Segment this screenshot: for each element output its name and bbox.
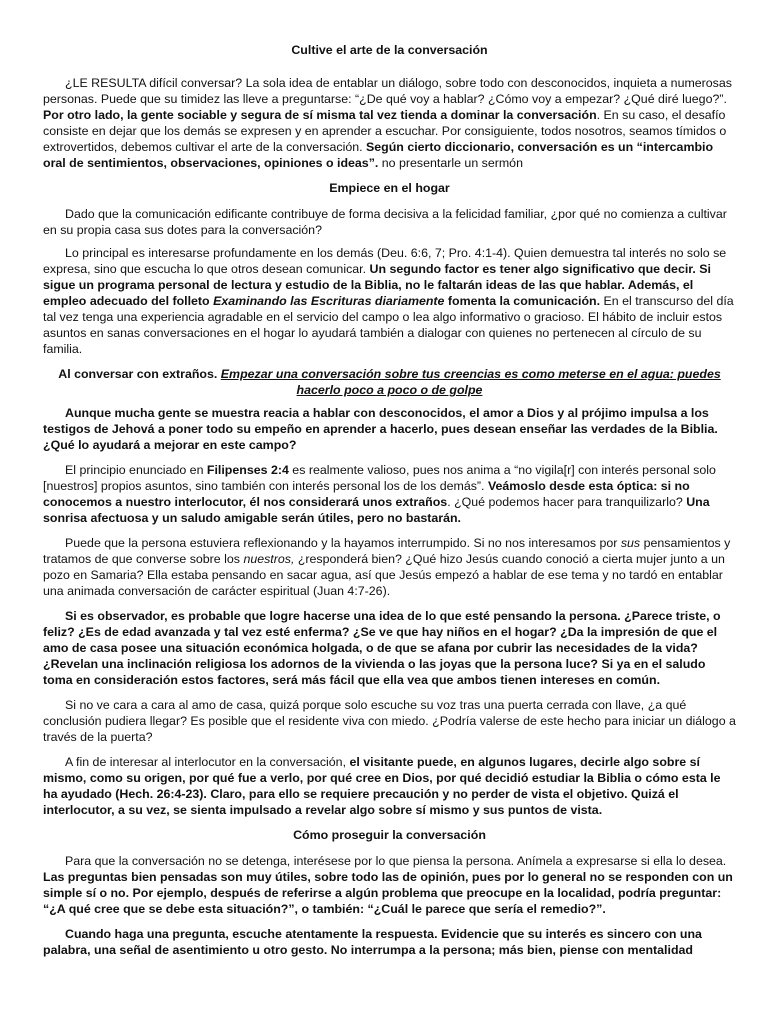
text-run: ¿responderá bien? ¿Qué hizo Jesús cuando conoció a cierta mujer junto a un pozo en Samaria? Ella estaba pensando en sacar agua, así que Jesús empezó a hablar de ese tema y no tardó en entablar una animada conversación de carácter espiritual (Juan 4:7-26). [43, 552, 725, 598]
paragraph-extranos-1 [43, 405, 736, 453]
paragraph-hogar-1 [43, 206, 736, 238]
text-run: pensamientos y tratamos de que converse sobre los [43, 536, 731, 566]
text-run: Dado que la comunicación edificante contribuye de forma decisiva a la felicidad familiar, ¿por qué no comienza a cultivar en su propia casa sus dotes para la conversación? [43, 207, 727, 237]
text-run: nuestros, [243, 552, 295, 566]
text-run: Por otro lado, la gente sociable y segura de sí misma tal vez tienda a dominar la conversación [43, 108, 597, 122]
text-run: sus [620, 536, 641, 550]
paragraph-extranos-4 [43, 608, 736, 688]
text-run: El principio enunciado en [65, 463, 207, 477]
text-run: Examinando las Escrituras diariamente [213, 294, 445, 308]
text-run: Las preguntas bien pensadas son muy útiles, sobre todo las de opinión, pues por lo general no se responden con un simple sí o no. Por ejemplo, después de referirse a algún problema que preocupe en la localidad, podría preguntar: “¿A qué cree que se debe esta situación?”, o también: “¿Cuál le parece que sería el remedio?”. [43, 870, 733, 916]
text-run: no presentarle un sermón [378, 156, 523, 170]
text-run: Según cierto diccionario, conversación es un “intercambio oral de sentimientos, observaciones, opiniones o ideas”. [43, 140, 714, 170]
text-run: Filipenses 2:4 [206, 463, 289, 477]
text-run: es realmente valioso, pues nos anima a “no vigila[r] con interés personal solo [nuestros] propios asuntos, sino también con interés personal los de los demás”. [43, 463, 716, 493]
paragraph-hogar-2 [43, 245, 736, 357]
section-heading-hogar: Empiece en el hogar [329, 181, 450, 195]
text-run: Al conversar con extraños. [58, 367, 221, 381]
text-run: A fin de interesar al interlocutor en la conversación, [65, 755, 350, 769]
text-run: Empezar una conversación sobre tus creencias es como meterse en el agua: puedes hacerlo poco a poco o de golpe [220, 367, 721, 397]
text-run: Lo principal es interesarse profundamente en los demás (Deu. 6:6, 7; Pro. 4:1-4). Quien demuestra tal interés no solo se expresa, sino que escucha lo que otros desean comunicar. [43, 246, 727, 276]
text-run: Un segundo factor es tener algo significativo que decir. Si sigue un programa personal de lectura y estudio de la Biblia, no le faltarán ideas de las que hablar. Además, el empleo adecuado del folleto [43, 262, 712, 308]
paragraph-extranos-5 [43, 697, 736, 745]
text-run: Si es observador, es probable que logre hacerse una idea de lo que esté pensando la persona. ¿Parece triste, o feliz? ¿Es de edad avanzada y tal vez esté enferma? ¿Se ve que hay niños en el hogar? ¿Da la impresión de que el amo de casa posee una situación económica holgada, o de que se afana por cubrir las necesidades de la vida? ¿Revelan una inclinación religiosa los adornos de la vivienda o las joyas que la persona luce? Si ya en el saludo toma en consideración estos factores, será más fácil que ella vea que ambos tienen intereses en común. [43, 609, 721, 687]
text-run: fomenta la comunicación. [444, 294, 601, 308]
text-run: Puede que la persona estuviera reflexionando y la hayamos interrumpido. Si no nos interesamos por [65, 536, 621, 550]
text-run: . En su caso, el desafío consiste en dejar que los demás se expresen y en aprender a escuchar. Por consiguiente, todos nosotros, seamos tímidos o extrovertidos, debemos cultivar el arte de la conversación. [43, 108, 727, 154]
paragraph-proseguir-2 [43, 926, 736, 958]
text-run: el visitante puede, en algunos lugares, decirle algo sobre sí mismo, como su origen, por qué fue a verlo, por qué cree en Dios, por qué decidió estudiar la Biblia o cómo esta le ha ayudado (Hech. 26:4-23). Claro, para ello se requiere precaución y no perder de vista el objetivo. Quizá el interlocutor, a su vez, se sienta impulsado a revelar algo sobre sí mismo y sus puntos de vista. [43, 755, 721, 817]
text-run: Aunque mucha gente se muestra reacia a hablar con desconocidos, el amor a Dios y al prójimo impulsa a los testigos de Jehová a poner todo su empeño en aprender a hacerlo, pues desean enseñar las verdades de la Biblia. ¿Qué lo ayudará a mejorar en este campo? [43, 406, 718, 452]
text-run: Veámoslo desde esta óptica: si no conocemos a nuestro interlocutor, él nos considerará unos extraños [43, 479, 690, 509]
paragraph-proseguir-1 [43, 853, 736, 917]
text-run: Cuando haga una pregunta, escuche atentamente la respuesta. Evidencie que su interés es sincero con una palabra, una señal de asentimiento u otro gesto. No interrumpa a la persona; más bien, piense con mentalidad [43, 927, 702, 957]
text-run: . ¿Qué podemos hacer para tranquilizarlo? [447, 495, 687, 509]
text-run: Si no ve cara a cara al amo de casa, quizá porque solo escuche su voz tras una puerta cerrada con llave, ¿a qué conclusión pudiera llegar? Es posible que el residente viva con miedo. ¿Podría valerse de este hecho para iniciar un diálogo a través de la puerta? [43, 698, 736, 744]
paragraph-intro [43, 75, 736, 171]
section-heading-proseguir: Cómo proseguir la conversación [293, 828, 486, 842]
text-run: En el transcurso del día tal vez tenga una experiencia agradable en el servicio del campo o lea algo informativo o gracioso. El hábito de incluir estos asuntos en sanas conversaciones en el hogar lo ayudará también a dialogar con quienes no pertenecen al círculo de su familia. [43, 294, 734, 356]
paragraph-extranos-2 [43, 462, 736, 526]
text-run: ¿LE RESULTA difícil conversar? La sola idea de entablar un diálogo, sobre todo con desconocidos, inquieta a numerosas personas. Puede que su timidez las lleve a preguntarse: “¿De qué voy a hablar? ¿Cómo voy a empezar? ¿Qué diré luego?”. [43, 76, 732, 106]
text-run: Para que la conversación no se detenga, interésese por lo que piensa la persona. Anímela a expresarse si ella lo desea. [65, 854, 727, 868]
paragraph-extranos-6 [43, 754, 736, 818]
document-title: Cultive el arte de la conversación [291, 43, 488, 57]
paragraph-extranos-3 [43, 535, 736, 599]
section-heading-extranos [43, 366, 736, 398]
text-run: Una sonrisa afectuosa y un saludo amigable serán útiles, pero no bastarán. [43, 495, 710, 525]
